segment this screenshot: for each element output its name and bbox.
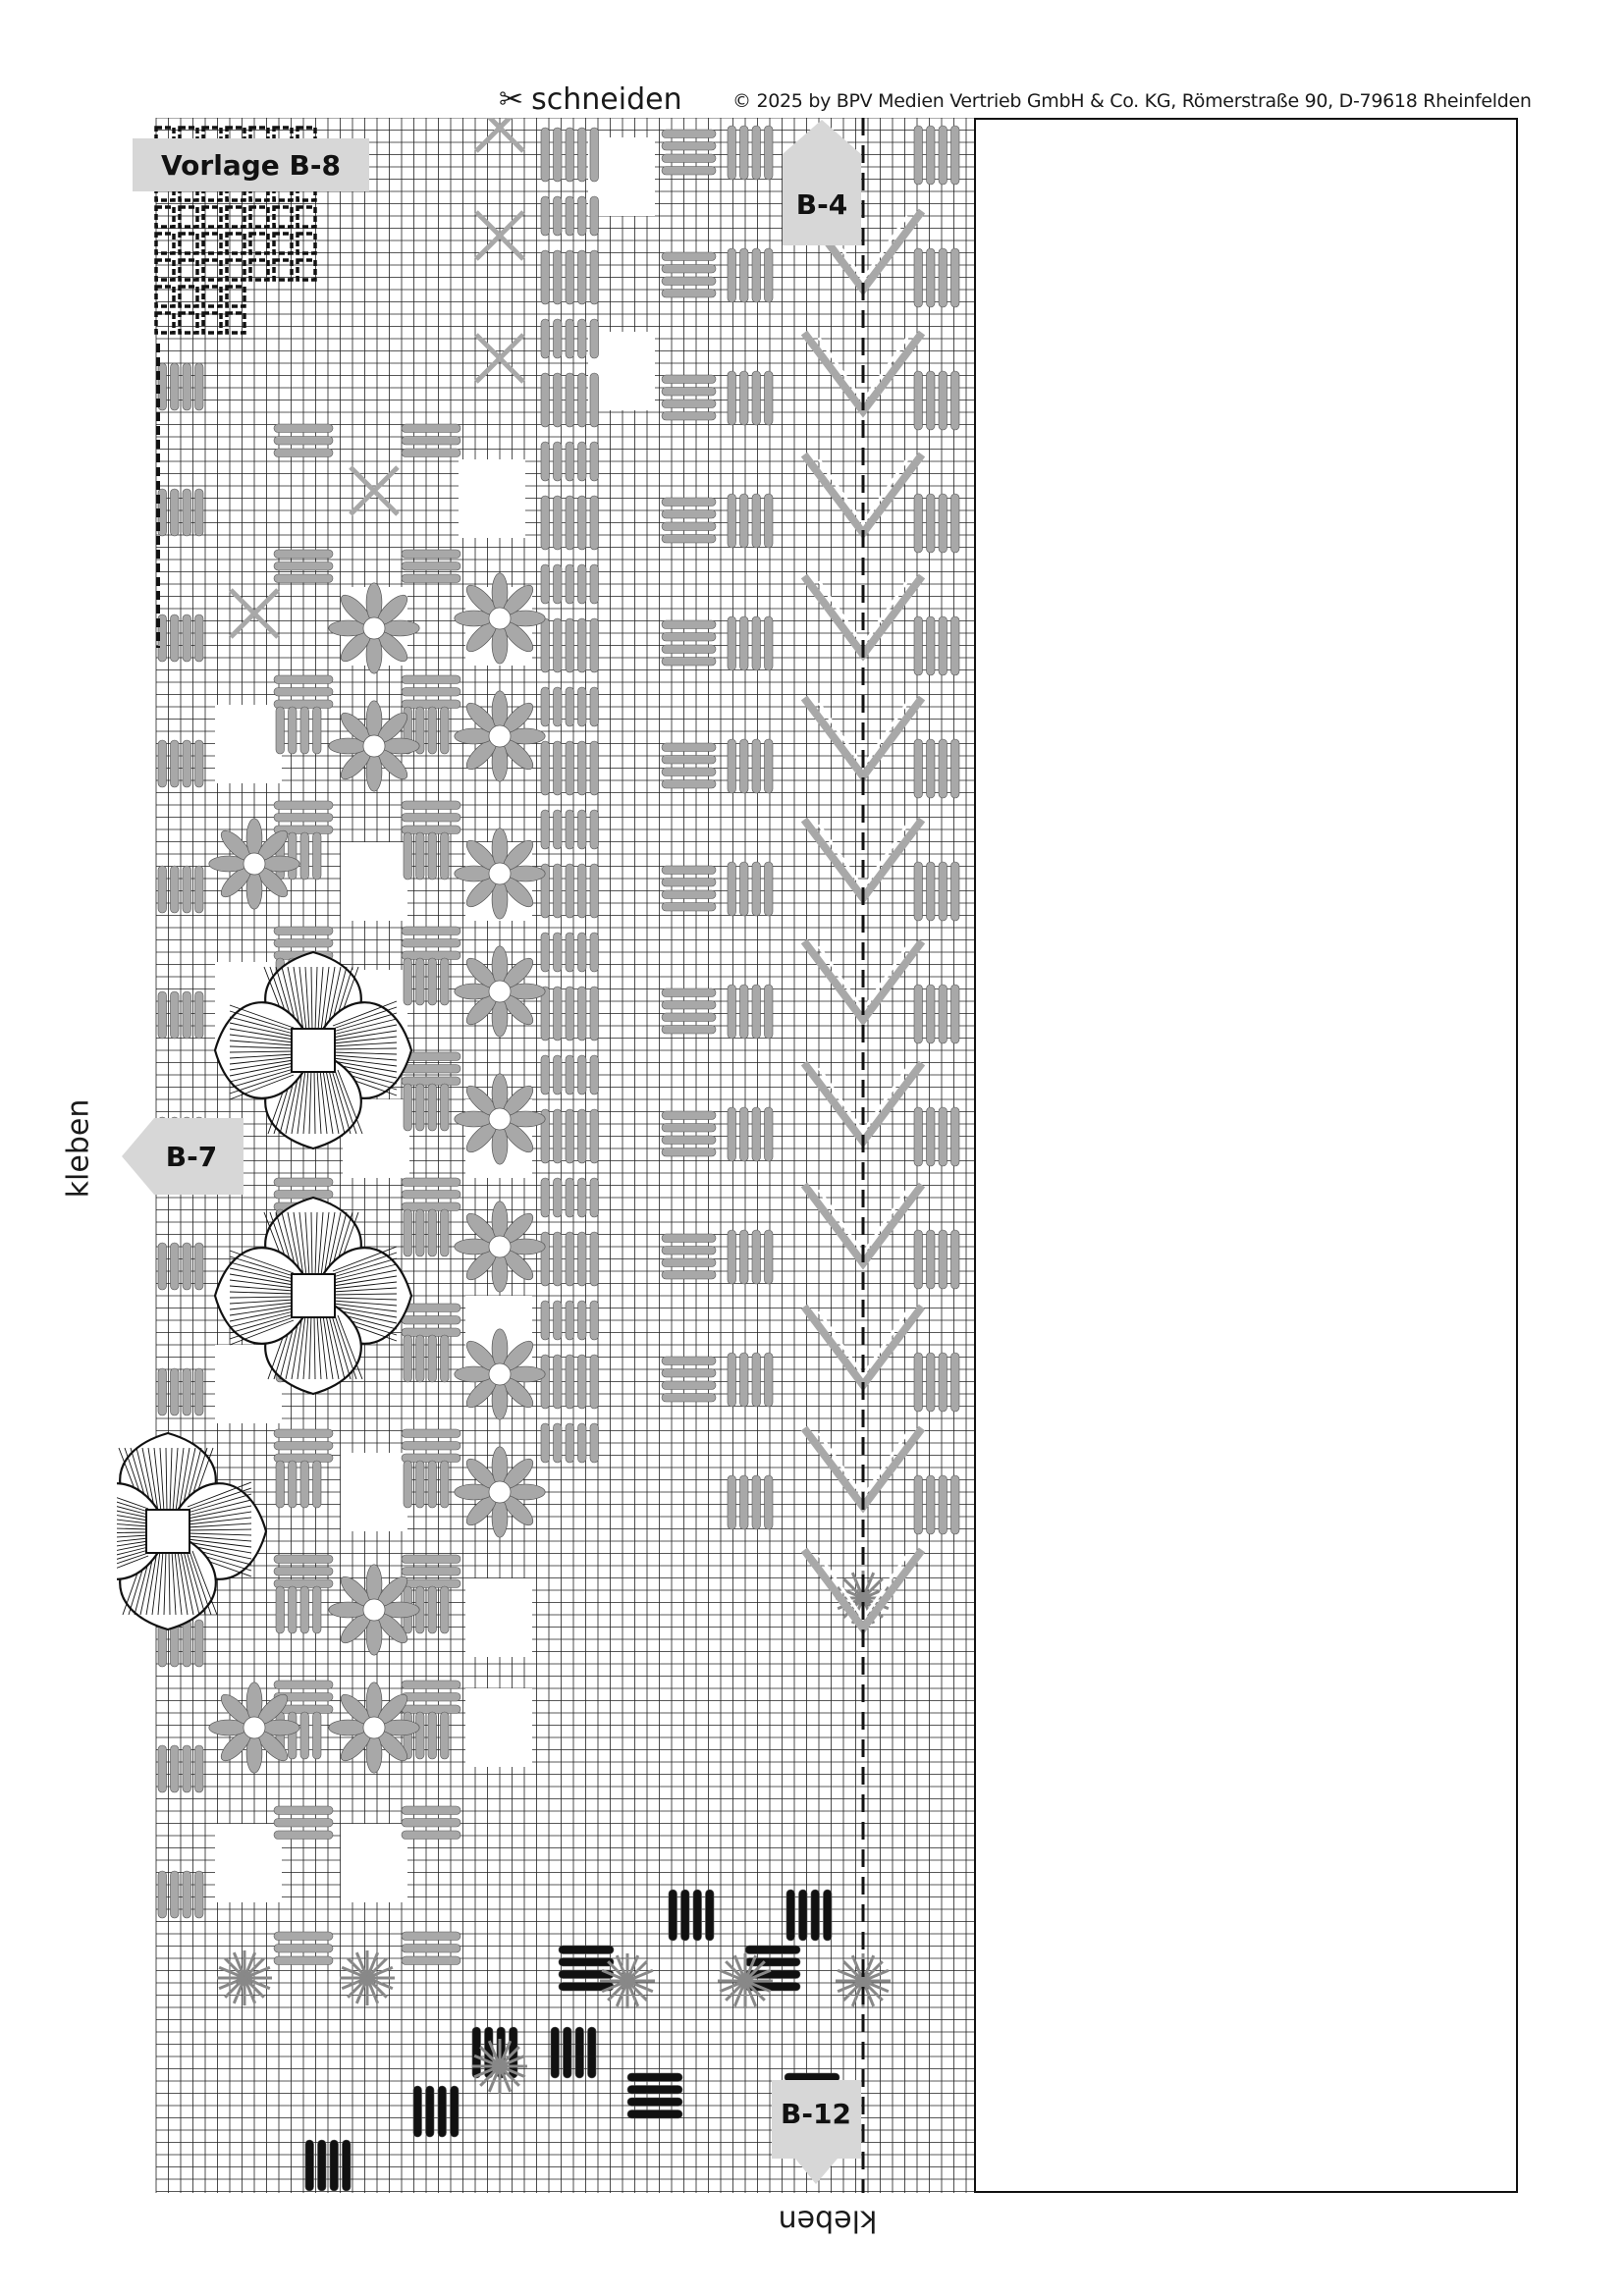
arrow-left-label: B-7	[165, 1141, 218, 1173]
scissors-icon: ✂	[499, 82, 524, 117]
glue-label-bottom: kleben	[778, 2203, 878, 2238]
arrow-down-b12	[772, 2080, 861, 2184]
copyright-notice: © 2025 by BPV Medien Vertrieb GmbH & Co. KG, Römerstraße 90, D-79618 Rheinfelden	[732, 90, 1532, 112]
template-title: Vorlage B-8	[133, 138, 369, 191]
arrow-left-b7	[122, 1118, 244, 1195]
arrow-up-label: B-4	[795, 188, 848, 221]
glue-label-left: kleben	[61, 1098, 96, 1199]
arrow-down-label: B-12	[781, 2098, 851, 2130]
cut-label: schneiden	[531, 82, 682, 117]
arrow-up-b4	[783, 120, 861, 245]
